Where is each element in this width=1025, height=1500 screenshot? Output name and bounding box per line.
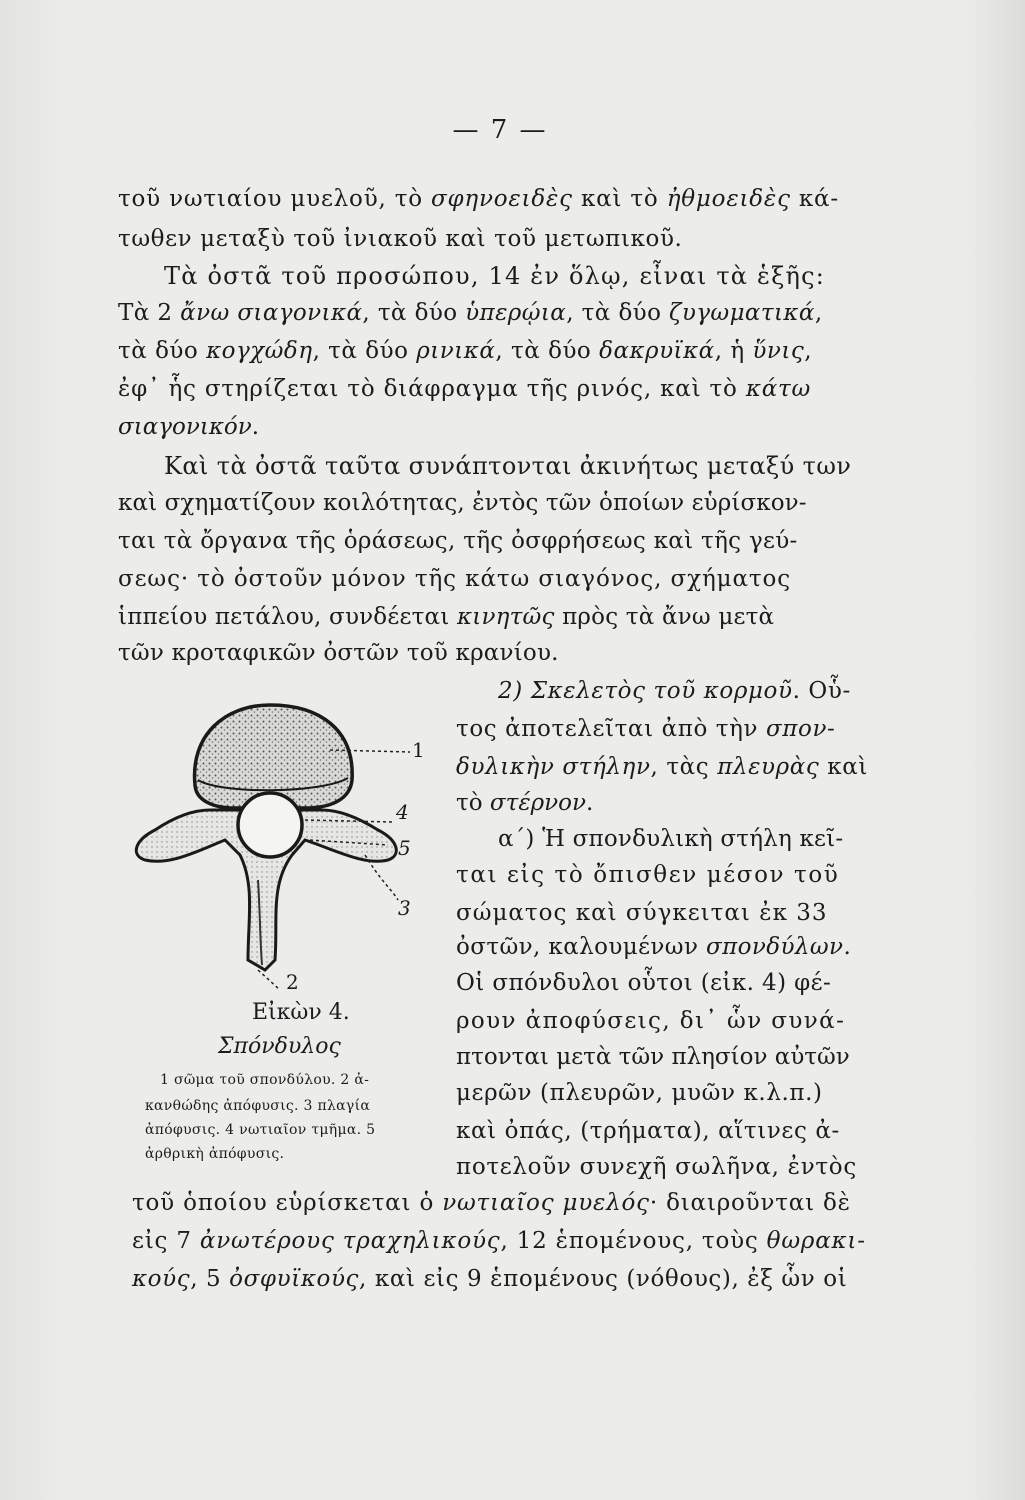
italic-term: 2) Σκελετὸς τοῦ κορμοῦ: [498, 678, 793, 704]
text-run: , καὶ εἰς 9 ἑπομένους (νόθους), ἐξ ὧν οἱ: [359, 1266, 848, 1292]
text-line: [456, 1046, 850, 1069]
figure-label-5: 5: [398, 836, 411, 860]
text-run: τοῦ ὁποίου εὑρίσκεται ὁ: [132, 1190, 443, 1216]
text-run: ρουν ἀποφύσεις, δι᾽ ὧν συνά-: [456, 1008, 846, 1034]
text-run: ται τὰ ὄργανα τῆς ὁράσεως, τῆς ὀσφρήσεως καὶ τῆς γεύ-: [118, 528, 798, 554]
text-line: [456, 718, 835, 741]
italic-term: κούς: [132, 1266, 191, 1292]
italic-term: ζυγωματικά: [669, 300, 815, 326]
italic-term: στέρνον: [489, 790, 586, 816]
figure-legend-line: ἀπόφυσις. 4 νωτιαῖον τμῆμα. 5: [145, 1122, 376, 1138]
text-line: [118, 340, 812, 363]
text-line: [118, 188, 839, 211]
text-run: εἰς 7: [132, 1228, 200, 1254]
text-line: [118, 302, 823, 325]
text-run: σώματος καὶ σύγκειται ἐκ 33: [456, 900, 828, 926]
text-run: , ἡ: [714, 338, 753, 364]
figure-label-4: 4: [396, 800, 409, 824]
figure-legend-line: κανθώδης ἀπόφυσις. 3 πλαγία: [145, 1098, 371, 1114]
italic-term: σπονδύλων: [706, 934, 844, 960]
text-line: [456, 1156, 857, 1179]
text-line: [456, 972, 831, 995]
text-line: [132, 1192, 851, 1215]
italic-term: δακρυϊκά: [599, 338, 715, 364]
text-run: κά-: [790, 186, 839, 212]
text-run: · διαιροῦνται δὲ: [649, 1190, 851, 1216]
text-line: [118, 492, 807, 515]
text-line: [118, 530, 798, 553]
text-line: [118, 568, 791, 591]
text-run: ἐφ᾽ ἧς στηρίζεται τὸ διάφραγμα τῆς ρινός, καὶ τὸ: [118, 376, 746, 402]
text-run: ἱππείου πετάλου, συνδέεται: [118, 604, 457, 630]
italic-term: θωρακι-: [766, 1228, 866, 1254]
figure-label-1: 1: [412, 738, 425, 762]
text-line: [498, 680, 851, 703]
text-run: ὀστῶν, καλουμένων: [456, 934, 707, 960]
text-run: . Οὗ-: [792, 678, 851, 704]
text-run: ποτελοῦν συνεχῆ σωλῆνα, ἐντὸς: [456, 1154, 857, 1180]
vertebra-illustration: [130, 690, 430, 1000]
text-line: [164, 264, 825, 288]
text-line: [132, 1230, 866, 1253]
text-run: .: [251, 414, 260, 440]
text-line: [164, 454, 851, 478]
text-run: καὶ: [819, 754, 868, 780]
italic-term: κινητῶς: [456, 604, 555, 630]
italic-term: δυλικὴν στήλην: [456, 754, 651, 780]
text-run: τωθεν μεταξὺ τοῦ ἰνιακοῦ καὶ τοῦ μετωπικοῦ.: [118, 226, 683, 252]
italic-term: ὑπερῴια: [465, 300, 567, 326]
italic-term: πλευρὰς: [717, 754, 820, 780]
text-line: [456, 902, 828, 925]
figure-caption-name: Σπόνδυλος: [218, 1034, 341, 1059]
figure-caption-title: Εἰκὼν 4.: [252, 1000, 350, 1025]
italic-term: σφηνοειδὲς: [431, 186, 573, 212]
italic-term: ἀνωτέρους τραχηλικούς: [199, 1228, 501, 1254]
text-line: [118, 228, 682, 251]
text-run: πρὸς τὰ ἄνω μετὰ: [554, 604, 775, 630]
text-run: Οἱ σπόνδυλοι οὗτοι (εἰκ. 4) φέ-: [456, 970, 832, 996]
italic-term: κογχώδη: [206, 338, 313, 364]
figure-label-3: 3: [398, 896, 411, 920]
text-run: , 5: [190, 1266, 230, 1292]
text-run: , 12 ἑπομένους, τοὺς: [500, 1228, 767, 1254]
text-line: [456, 936, 851, 959]
text-line: [456, 1082, 823, 1105]
text-line: [456, 792, 593, 815]
text-run: , τὰ δύο: [495, 338, 600, 364]
text-run: καὶ τὸ: [572, 186, 667, 212]
text-line: [118, 642, 559, 665]
italic-term: σπον-: [766, 716, 836, 742]
italic-term: νωτιαῖος μυελός: [442, 1190, 650, 1216]
text-run: τοῦ νωτιαίου μυελοῦ, τὸ: [118, 186, 431, 212]
text-line: [498, 828, 843, 851]
text-run: τος ἀποτελεῖται ἀπὸ τὴν: [456, 716, 766, 742]
text-line: [456, 1010, 845, 1033]
italic-term: ρινικά: [416, 338, 496, 364]
text-run: ,: [814, 300, 823, 326]
text-run: ται εἰς τὸ ὄπισθεν μέσον τοῦ: [456, 862, 840, 888]
figure-legend-line: 1 σῶμα τοῦ σπονδύλου. 2 ἀ-: [160, 1072, 370, 1088]
italic-term: κάτω: [745, 376, 812, 402]
text-run: πτονται μετὰ τῶν πλησίον αὐτῶν: [456, 1044, 850, 1070]
text-run: τῶν κροταφικῶν ὀστῶν τοῦ κρανίου.: [118, 640, 559, 666]
page-number: — 7 —: [452, 115, 548, 145]
text-line: [118, 606, 774, 629]
text-run: τὰ δύο: [118, 338, 207, 364]
italic-term: σιαγονικόν: [118, 414, 252, 440]
italic-term: ὕνις: [752, 338, 805, 364]
figure-label-2: 2: [286, 970, 299, 994]
text-line: [456, 1120, 840, 1143]
text-run: , τὰ δύο: [362, 300, 466, 326]
text-line: [456, 756, 868, 779]
text-run: καὶ ὀπάς, (τρήματα), αἵτινες ἀ-: [456, 1118, 840, 1144]
text-run: , τὰ δύο: [566, 300, 670, 326]
text-run: , τὰ δύο: [312, 338, 417, 364]
text-line: [118, 416, 259, 439]
text-run: μερῶν (πλευρῶν, μυῶν κ.λ.π.): [456, 1080, 823, 1106]
text-run: Τὰ 2: [118, 300, 181, 326]
text-line: [456, 864, 839, 887]
text-run: , τὰς: [650, 754, 718, 780]
text-run: Καὶ τὰ ὀστᾶ ταῦτα συνάπτονται ἀκινήτως μεταξύ των: [164, 452, 852, 480]
text-line: [118, 378, 811, 401]
italic-term: ἠθμοειδὲς: [666, 186, 791, 212]
italic-term: ὀσφυϊκούς: [229, 1266, 360, 1292]
text-run: α´) Ἡ σπονδυλικὴ στήλη κεῖ-: [498, 826, 844, 852]
text-run: Τὰ ὀστᾶ τοῦ προσώπου, 14 ἐν ὅλῳ, εἶναι τὰ ἑξῆς:: [164, 262, 826, 290]
text-run: .: [586, 790, 594, 816]
text-run: .: [843, 934, 852, 960]
text-run: σεως· τὸ ὀστοῦν μόνον τῆς κάτω σιαγόνος, σχήματος: [118, 566, 792, 592]
text-run: καὶ σχηματίζουν κοιλότητας, ἐντὸς τῶν ὁποίων εὑρίσκον-: [118, 490, 807, 516]
text-line: [132, 1268, 847, 1291]
text-run: ,: [804, 338, 813, 364]
figure-legend-line: ἀρθρικὴ ἀπόφυσις.: [145, 1146, 285, 1162]
text-run: τὸ: [456, 790, 490, 816]
italic-term: ἄνω σιαγονικά: [180, 300, 363, 326]
